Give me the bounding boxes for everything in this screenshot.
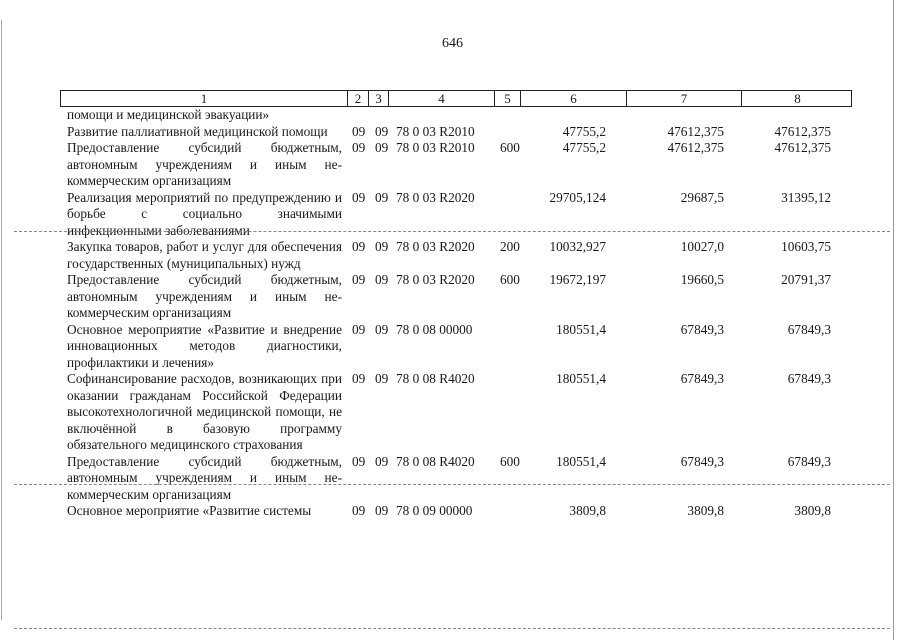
header-col-1: 1 [61, 91, 348, 106]
header-col-7: 7 [627, 91, 742, 106]
table-row [0, 371, 905, 454]
cell-target-code: 78 0 03 R2020 [396, 189, 475, 205]
row-description: Реализация мероприятий по предупреждению и борьбе с социально значимыми инфекционными заболеваниями [67, 189, 342, 238]
cell-section: 09 [352, 453, 366, 469]
row-description: Основное мероприятие «Развитие и внедрение инновационных методов диагностики, профилактики и лечения» [67, 321, 342, 370]
cell-value-1: 10032,927 [549, 239, 606, 254]
cell-subsection: 09 [375, 123, 389, 139]
row-description: Предоставление субсидий бюджетным, автономным учреждениям и иным некоммерческим организациям [67, 140, 342, 188]
row-description: Закупка товаров, работ и услуг для обеспечения государственных (муниципальных) нужд [67, 239, 342, 271]
cell-value-3: 10603,75 [781, 239, 831, 254]
cell-expense-type: 200 [500, 239, 520, 254]
cell-target-code: 78 0 03 R2020 [396, 272, 475, 287]
table-row [0, 454, 905, 504]
cell-subsection: 09 [375, 189, 389, 205]
cell-value-3: 67849,3 [787, 371, 831, 386]
cell-target-code: 78 0 03 R2020 [396, 239, 475, 254]
cell-value-3: 31395,12 [781, 189, 831, 205]
scan-fold-line [14, 484, 890, 485]
header-col-2: 2 [348, 91, 369, 106]
cell-value-2: 29687,5 [680, 189, 724, 205]
cell-value-3: 47612,375 [774, 140, 831, 155]
cell-target-code: 78 0 08 R4020 [396, 371, 475, 386]
cell-subsection: 09 [375, 272, 389, 287]
cell-value-2: 67849,3 [680, 371, 724, 386]
row-description: помощи и медицинской эвакуации» [67, 107, 270, 122]
header-col-8: 8 [794, 91, 801, 106]
cell-value-3: 47612,375 [774, 123, 831, 139]
header-col-4: 4 [389, 91, 495, 106]
cell-value-1: 180551,4 [556, 371, 606, 386]
cell-section: 09 [352, 123, 366, 139]
header-col-3: 3 [369, 91, 389, 106]
cell-value-1: 47755,2 [562, 123, 606, 139]
page-number: 646 [442, 36, 463, 51]
header-col-5: 5 [495, 91, 521, 106]
cell-value-2: 10027,0 [680, 239, 724, 254]
cell-target-code: 78 0 03 R2010 [396, 123, 475, 139]
cell-section: 09 [352, 371, 366, 386]
table-header [60, 90, 852, 107]
cell-expense-type: 600 [500, 140, 520, 155]
cell-subsection: 09 [375, 503, 389, 518]
row-description: Предоставление субсидий бюджетным, автономным учреждениям и иным некоммерческим организациям [67, 453, 342, 502]
cell-target-code: 78 0 08 R4020 [396, 453, 475, 469]
row-description: Софинансирование расходов, возникающих при оказании гражданам Российской Федерации высокотехнологичной медицинской помощи, не включённой в базовую программу обязательного медицинского страхования [67, 371, 342, 452]
cell-expense-type: 600 [500, 272, 520, 287]
row-description: Предоставление субсидий бюджетным, автономным учреждениям и иным некоммерческим организациям [67, 272, 342, 320]
table-row [0, 107, 905, 124]
cell-value-2: 19660,5 [680, 272, 724, 287]
table-row [0, 503, 905, 520]
row-description: Развитие паллиативной медицинской помощи [67, 123, 328, 139]
cell-value-2: 67849,3 [680, 321, 724, 337]
cell-subsection: 09 [375, 453, 389, 469]
cell-section: 09 [352, 321, 366, 337]
cell-value-2: 3809,8 [687, 503, 724, 518]
scan-fold-line [14, 628, 890, 629]
cell-target-code: 78 0 08 00000 [396, 321, 473, 337]
cell-subsection: 09 [375, 140, 389, 155]
table-row [0, 322, 905, 372]
cell-value-2: 67849,3 [680, 453, 724, 469]
cell-value-1: 3809,8 [569, 503, 606, 518]
cell-value-2: 47612,375 [667, 140, 724, 155]
cell-subsection: 09 [375, 371, 389, 386]
cell-expense-type: 600 [500, 453, 520, 469]
scan-fold-line [14, 231, 890, 232]
cell-section: 09 [352, 503, 366, 518]
row-description: Основное мероприятие «Развитие системы [67, 503, 312, 518]
cell-section: 09 [352, 189, 366, 205]
table-row [0, 140, 905, 190]
cell-target-code: 78 0 03 R2010 [396, 140, 475, 155]
cell-value-2: 47612,375 [667, 123, 724, 139]
cell-subsection: 09 [375, 239, 389, 254]
table-row [0, 124, 905, 141]
table-row [0, 272, 905, 322]
cell-value-3: 3809,8 [794, 503, 831, 518]
cell-value-3: 67849,3 [787, 453, 831, 469]
cell-value-1: 180551,4 [556, 321, 606, 337]
cell-value-1: 47755,2 [562, 140, 606, 155]
cell-value-1: 19672,197 [549, 272, 606, 287]
cell-target-code: 78 0 09 00000 [396, 503, 473, 518]
cell-value-1: 180551,4 [556, 453, 606, 469]
table-body [0, 107, 905, 520]
cell-section: 09 [352, 272, 366, 287]
cell-section: 09 [352, 239, 366, 254]
header-col-6: 6 [521, 91, 627, 106]
cell-value-3: 67849,3 [787, 321, 831, 337]
table-row [0, 239, 905, 272]
cell-section: 09 [352, 140, 366, 155]
cell-value-3: 20791,37 [781, 272, 831, 287]
cell-subsection: 09 [375, 321, 389, 337]
cell-value-1: 29705,124 [549, 189, 606, 205]
